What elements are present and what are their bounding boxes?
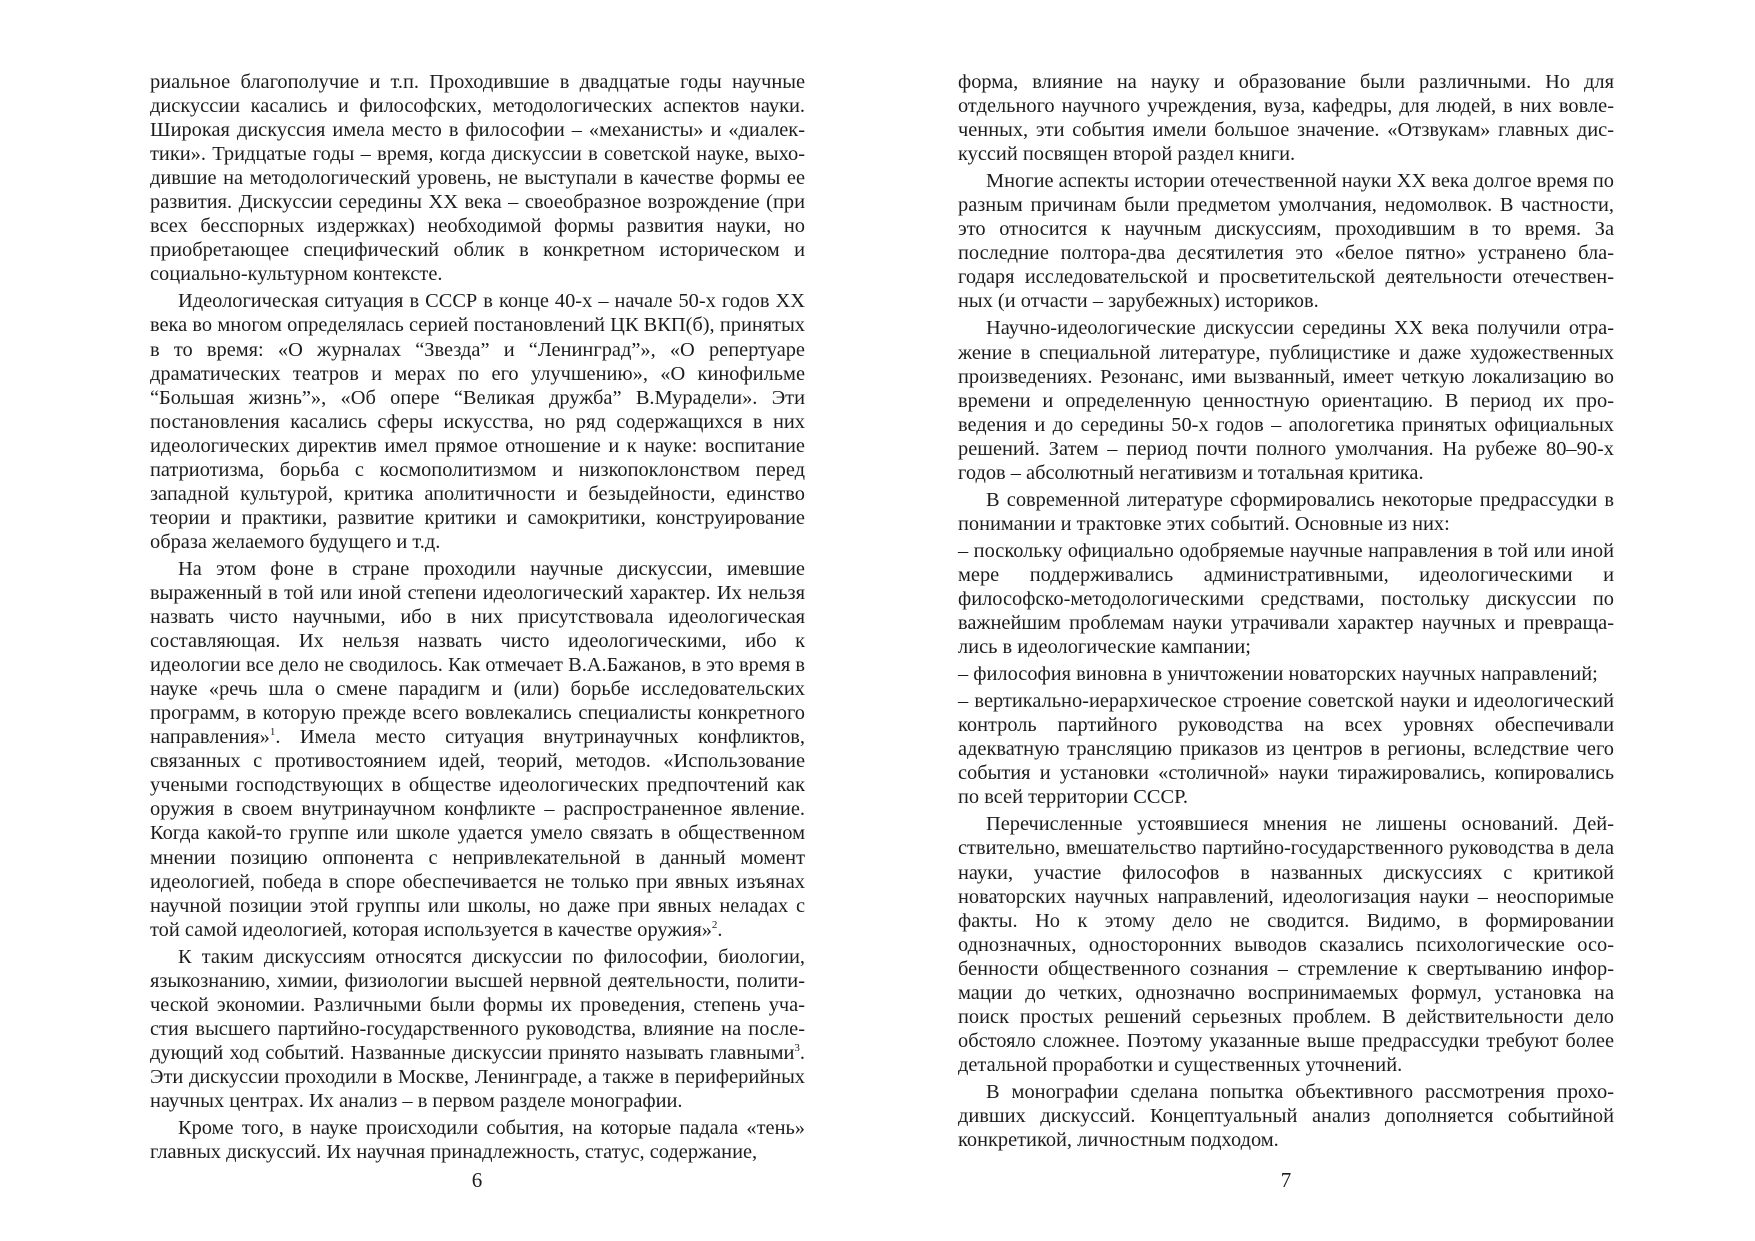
paragraph-text: . Эти дискуссии проходили в Москве, Ленинграде, а также в периферийных научных центрах. Их анализ – в первом разделе монографии. (150, 1041, 805, 1112)
paragraph-text: . (717, 918, 723, 941)
paragraph-text: На этом фоне в стране проходили научные дискуссии, имевшие выраженный в той или иной степени идеологический характер. Их нельзя назвать чисто научными, ибо в них присутствовала идеологическая составляющая. Их нельзя назвать чисто идеологическими, ибо к идеологии все дело не сводилось. Как отмечает В.А.Бажанов, в это время в науке «речь шла о смене парадигм и (или) борьбе исследовательских программ, в которую прежде всего вовлекались специалисты конкретного направления» (150, 557, 805, 749)
paragraph: В современной литературе сформировались некоторые предрассудки в понимании и трактовке этих событий. Основные из них: (958, 488, 1614, 535)
list-item: – вертикально-иерархическое строение советской науки и идеологический контроль партийного руководства на всех уровнях обеспечивали адекватную трансляцию приказов из центров в регионы, вследствие чего события и установки «столичной» науки тиражировались, копировались по всей территории СССР. (958, 690, 1614, 809)
paragraph: В монографии сделана попытка объективного рассмотрения проходивших дискуссий. Концептуальный анализ дополняется событийной конкретикой, личностным подходом. (958, 1080, 1614, 1152)
paragraph (150, 557, 805, 942)
footnote-marker: 3 (794, 1042, 800, 1055)
paragraph: Идеологическая ситуация в СССР в конце 40-х – начале 50-х годов ХХ века во многом определялась серией постановлений ЦК ВКП(б), принятых в то время: «О журналах “Звезда” и “Ленинград”», «О репертуаре драматических театров и мерах по его улучшению», «О кинофильме “Большая жизнь”», «Об опере “Великая дружба” В.Мурадели». Эти постановления касались сферы искусства, но ряд содержащихся в них идеологических директив имел прямое отношение и к науке: воспитание патриотизма, борьба с космополитизмом и низкопоклонством перед западной культурой, критика аполитичности и безыдейности, единство теории и практики, развитие критики и самокритики, конструирование образа желаемого будущего и т.д. (150, 290, 805, 553)
list-item: – поскольку официально одобряемые научные направления в той или иной мере поддерживались административными, идеологическими и философско-методологическими средствами, постольку дискуссии по важнейшим проблемам науки утрачивали характер научных и превращались в идеологические кампании; (958, 539, 1614, 659)
paragraph: Кроме того, в науке происходили события, на которые падала «тень» главных дискуссий. Их научная принадлежность, статус, содержание, (150, 1117, 805, 1164)
paragraph-text: . Имела место ситуация внутринаучных конфликтов, связанных с противостоянием идей, теорий, методов. «Использование учеными господствующих в обществе идеологических предпочтений как оружия в своем внутринаучном конфликте – распространенное явление. Когда какой-то группе или школе удается умело связать в общественном мнении позицию оппонента с непривлекательной в данный момент идеологией, победа в споре обеспечивается не только при явных изъянах научной позиции этой группы или школы, но даже при явных неладах с той самой идеологией, которая используется в качестве оружия» (150, 726, 805, 941)
paragraph (150, 945, 805, 1113)
page-number-left: 6 (471, 1168, 483, 1192)
list-item: – философия виновна в уничтожении новаторских научных направлений; (958, 663, 1598, 686)
footnote-marker: 1 (269, 726, 276, 739)
page-number-right: 7 (1280, 1168, 1292, 1192)
paragraph: риальное благополучие и т.п. Проходившие в двадцатые годы научные дискуссии касались и философских, методологических аспектов науки. Широкая дискуссия имела место в философии – «механисты» и «диалектики». Тридцатые годы – время, когда дискуссии в советской науке, выходившие на методологический уровень, не выступали в качестве формы ее развития. Дискуссии середины ХХ века – своеобразное возрождение (при всех бесспорных издержках) необходимой формы развития науки, но приобретающее специфический облик в конкретном историческом и социально-культурном контексте. (150, 71, 805, 286)
paragraph: форма, влияние на науку и образование были различными. Но для отдельного научного учреждения, вуза, кафедры, для людей, в них вовлеченных, эти события имели большое значение. «Отзвукам» главных дискуссий посвящен второй раздел книги. (958, 71, 1614, 166)
paragraph: Многие аспекты истории отечественной науки ХХ века долгое время по разным причинам были предметом умолчания, недомолвок. В частности, это относится к научным дискуссиям, проходившим в то время. За последние полтора-два десятилетия это «белое пятно» устранено благодаря исследовательской и просветительской деятельности отечественных (и отчасти – зарубежных) историков. (958, 170, 1614, 313)
left-page (150, 70, 805, 1167)
right-page (958, 70, 1614, 1155)
footnote-marker: 2 (711, 918, 718, 931)
paragraph-text: К таким дискуссиям относятся дискуссии по философии, биологии, языкознанию, химии, физиологии высшей нервной деятельности, политической экономии. Различными были формы их проведения, степень участия высшего партийно-государственного руководства, влияние на последующий ход событий. Названные дискуссии принято называть главными (150, 945, 805, 1064)
paragraph: Перечисленные устоявшиеся мнения не лишены оснований. Действительно, вмешательство партийно-государственного руководства в дела науки, участие философов в названных дискуссиях с критикой новаторских научных направлений, идеологизация науки – неоспоримые факты. Но к этому дело не сводится. Видимо, в формировании однозначных, односторонних выводов сказались психологические особенности общественного сознания – стремление к свертыванию информации до четких, однозначно воспринимаемых формул, установка на поиск простых решений серьезных проблем. В действительности дело обстояло сложнее. Поэтому указанные выше предрассудки требуют более детальной проработки и существенных уточнений. (958, 813, 1614, 1076)
paragraph: Научно-идеологические дискуссии середины ХХ века получили отражение в специальной литературе, публицистике и даже художественных произведениях. Резонанс, ими вызванный, имеет четкую локализацию во времени и определенную ценностную ориентацию. В период их проведения и до середины 50-х годов – апологетика принятых официальных решений. Затем – период почти полного умолчания. На рубеже 80–90-х годов – абсолютный негативизм и тотальная критика. (958, 317, 1614, 484)
